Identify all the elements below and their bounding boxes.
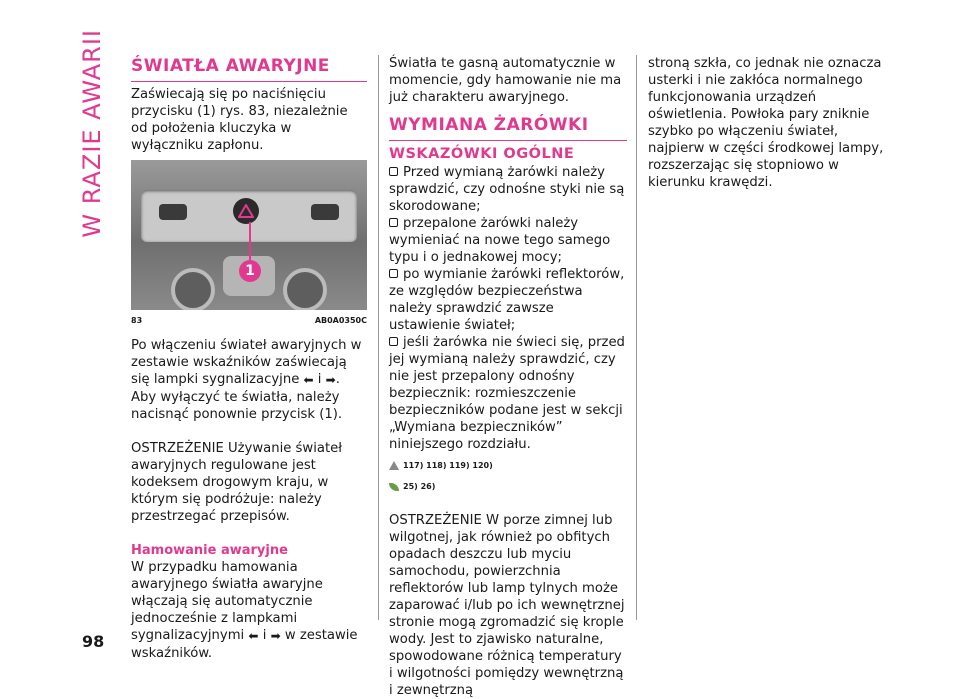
list-item: przepalone żarówki należy wymieniać na nowe tego samego typu i o jednakowej mocy; [389,216,611,265]
callout-marker: 1 [239,260,261,282]
bullet-list [389,164,627,453]
bullet-icon [389,218,398,227]
right-knob [283,268,327,310]
heading-hazard-lights: ŚWIATŁA AWARYJNE [131,55,367,82]
heading-bulb-replacement: WYMIANA ŻARÓWKI [389,114,627,141]
paragraph-emergency-braking: W przypadku hamowania awaryjnego światła awaryjne włączają się automatycznie jednocześnie z lampkami sygnalizacyjnymi ⬅ i ➡ w zestawie wskaźników. [131,560,358,661]
environment-references: 25) 26) [389,478,627,495]
column-1 [131,55,367,662]
list-item: po wymianie żarówki reflektorów, ze względów bezpieczeństwa należy sprawdzić zawsze ustawienie świateł; [389,267,625,333]
column-divider [636,55,637,620]
list-item: jeśli żarówka nie świeci się, przed jej wymianą należy sprawdzić, czy nie jest przepalony odnośny bezpiecznik: rozmieszczenie bezpieczników podane jest w sekcji „Wymiana bezpieczników” niniejszego rozdziału. [389,335,625,452]
paragraph-auto-off: Światła te gasną automatycznie w momencie, gdy hamowanie nie ma już charakteru awaryjnego. [389,56,622,105]
column-divider [378,55,379,620]
subheading-emergency-braking: Hamowanie awaryjne [131,543,288,558]
paragraph-condensation-continued: stroną szkła, co jednak nie oznacza usterki i nie zakłóca normalnego funkcjonowania urządzeń oświetlenia. Powłoka pary zniknie szybko po włączeniu świateł, najpierw w części środkowej lampy, rozszerzając się stopniowo w kierunku krawędzi. [648,56,884,190]
bullet-icon [389,167,398,176]
hazard-button-icon [233,198,259,224]
environment-leaf-icon [389,483,399,491]
paragraph-switch-off: Aby wyłączyć te światła, należy nacisnąć ponownie przycisk (1). [131,390,343,422]
right-switch [311,204,339,220]
figure-caption [131,310,367,329]
page-number: 98 [82,632,105,651]
chapter-title: W RAZIE AWARII [78,28,106,238]
left-turn-arrow-icon: ⬅ [248,629,259,643]
column-3 [648,55,888,191]
warning-condensation-paragraph: OSTRZEŻENIE W porze zimnej lub wilgotnej, jak również po obfitych opadach deszczu lub myciu samochodu, powierzchnia reflektorów lub lamp tylnych może zaparować i/lub po ich wewnętrznej stronie mogą zgromadzić się krople wody. Jest to zjawisko naturalne, spowodowane różnicą temperatury i wilgotności pomiędzy wewnętrzną i zewnętrzną [389,513,625,698]
warning-triangle-icon [389,461,399,470]
bullet-icon [389,269,398,278]
paragraph-indicator-lights: Po włączeniu świateł awaryjnych w zestawie wskaźników zaświecają się lampki sygnalizacyjne ⬅ i ➡. [131,338,362,387]
column-2 [389,55,627,699]
warning-references: 117) 118) 119) 120) [389,457,627,474]
chapter-side-tab [74,28,110,238]
left-switch [159,204,187,220]
warning-paragraph: OSTRZEŻENIE Używanie świateł awaryjnych regulowane jest kodeksem drogowym kraju, w którym się podróżuje: należy przestrzegać przepisów. [131,441,342,524]
list-item: Przed wymianą żarówki należy sprawdzić, czy odnośne styki nie są skorodowane; [389,165,625,214]
callout-leader-line [249,222,251,260]
right-turn-arrow-icon: ➡ [270,629,281,643]
figure-dashboard-photo [131,160,367,310]
figure-code: AB0A0350C [314,316,367,325]
subheading-general-tips: WSKAZÓWKI OGÓLNE [389,146,575,162]
figure-number: 83 [131,316,143,325]
right-turn-arrow-icon: ➡ [325,373,336,387]
bullet-icon [389,337,398,346]
left-knob [171,268,215,310]
intro-paragraph: Zaświecają się po naciśnięciu przycisku (1) rys. 83, niezależnie od położenia kluczyka w wyłączniku zapłonu. [131,87,348,153]
left-turn-arrow-icon: ⬅ [303,373,314,387]
